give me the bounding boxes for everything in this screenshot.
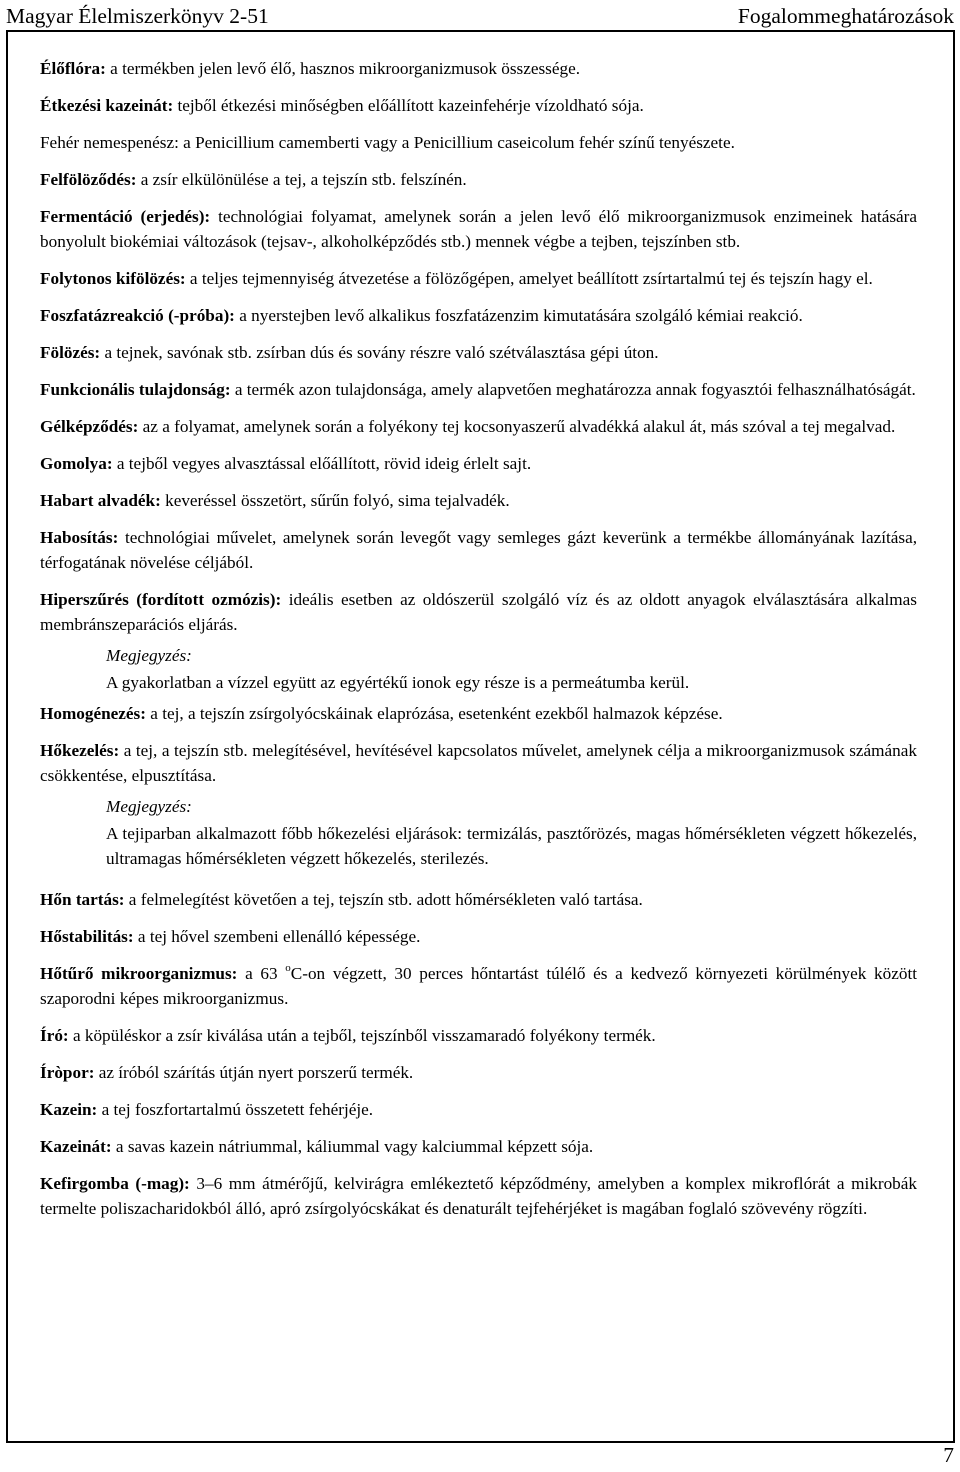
definition: technológiai folyamat, amelynek során a jelen levő élő mikroorganizmusok enzimeinek hatására bonyolult biokémiai változások (tejsav-, alkoholképződés stb.) mennek végbe a tejben, tejszínben stb. [40,207,918,251]
term: Homogénezés: [40,704,146,723]
definition-habart-alvadek [40,488,917,513]
term: Habosítás: [40,528,119,547]
definition: a teljes tejmennyiség átvezetése a fölözőgépen, amelyet beállított zsírtartalmú tej és tejszín hagy el. [185,269,873,288]
definition: a tej, a tejszín zsírgolyócskáinak elaprózása, esetenként ezekből halmazok képzése. [145,704,723,723]
definition: a tej hővel szembeni ellenálló képessége. [133,927,421,946]
definition: a felmelegítést követően a tej, tejszín stb. adott hőmérsékleten való tartása. [124,890,643,909]
term: Étkezési kazeinát: [40,96,174,115]
term: Író: [40,1026,69,1045]
term: Hőstabilitás: [40,927,134,946]
definition-hoturo-mikroorganizmus [40,961,917,1011]
definition-etkezesi-kazeinat [40,93,917,118]
definition-kazeinat [40,1134,917,1159]
term: Folytonos kifölözés: [40,269,186,288]
definition-hostabilitas [40,924,917,949]
term: Gomolya: [40,454,113,473]
definition: a nyerstejben levő alkalikus foszfatázenzim kimutatására szolgáló kémiai reakció. [234,306,803,325]
definition-part: C-on végzett, 30 perces hőntartást túlélő és a kedvező környezeti körülmények között szaporodni képes mikroorganizmus. [40,964,917,1008]
term: Hőkezelés: [40,741,120,760]
note-label: Megjegyzés: [106,797,192,816]
term: Funkcionális tulajdonság: [40,380,231,399]
definition: ideális esetben az oldószerül szolgáló víz és az oldott anyagok elválasztására alkalmas membránszeparációs eljárás. [40,590,917,634]
definition: az a folyamat, amelynek során a folyékony tej kocsonyaszerű alvadékká alakul át, más szóval a tej megalvad. [138,417,896,436]
definition: a tejből vegyes alvasztással előállított, rövid ideig érlelt sajt. [112,454,532,473]
term: Kazeinát: [40,1137,112,1156]
page-number: 7 [943,1443,954,1467]
definition-foszfatazreakcio [40,303,917,328]
term: Kazein: [40,1100,98,1119]
definition: a savas kazein nátriummal, káliummal vagy kalciummal képzett sója. [111,1137,594,1156]
definition-fermentacio [40,204,917,254]
definition-homogenezes [40,701,917,726]
degree-superscript: o [285,962,291,975]
definition: a tejnek, savónak stb. zsírban dús és sovány részre való szétválasztása gépi úton. [100,343,659,362]
definition: a tej foszfortartalmú összetett fehérjéje. [97,1100,374,1119]
definition: az íróból szárítás útján nyert porszerű termék. [94,1063,414,1082]
term: Élőflóra: [40,59,106,78]
definition-folozes [40,340,917,365]
definition: a termékben jelen levő élő, hasznos mikroorganizmusok összessége. [105,59,580,78]
definition-part: a 63 [237,964,286,983]
note-text: A gyakorlatban a vízzel együtt az egyértékű ionok egy része is a permeátumba kerül. [106,673,690,692]
definition: a zsír elkülönülése a tej, a tejszín stb. felszínén. [136,170,467,189]
document-title: Magyar Élelmiszerkönyv 2-51 [6,4,269,28]
section-title: Fogalommeghatározások [737,4,954,28]
term: Gélképződés: [40,417,139,436]
term: Felfölöződés: [40,170,137,189]
term: Fölözés: [40,343,101,362]
definition-iro [40,1023,917,1048]
term: Hőtűrő mikroorganizmus: [40,964,238,983]
term: Fermentáció (erjedés): [40,207,211,226]
page-header [6,2,954,30]
term: Hiperszűrés (fordított ozmózis): [40,590,282,609]
term: Foszfatázreakció (-próba): [40,306,235,325]
definition: Fehér nemespenész: a Penicillium camemberti vagy a Penicillium caseicolum fehér színű tenyészete. [40,133,735,152]
definition-gelkepzodes [40,414,917,439]
definition: technológiai művelet, amelynek során levegőt vagy semleges gázt keverünk a termékbe állományának lazítása, térfogatának növelése céljából. [40,528,917,572]
note-text: A tejiparban alkalmazott főbb hőkezelési eljárások: termizálás, pasztőrözés, magas hőmérsékleten végzett hőkezelés, ultramagas hőmérsékleten végzett hőkezelés, sterilezés. [106,824,917,868]
definition: keveréssel összetört, sűrűn folyó, sima tejalvadék. [160,491,510,510]
definition-hiperszures [40,587,917,637]
definition: tejből étkezési minőségben előállított kazeinfehérje vízoldható sója. [173,96,644,115]
definition-kefirgomba [40,1171,917,1221]
definition: a köpüléskor a zsír kiválása után a tejből, tejszínből visszamaradó folyékony termék. [68,1026,656,1045]
term: Habart alvadék: [40,491,161,510]
definition: 3–6 mm átmérőjű, kelvirágra emlékeztető képződmény, amelyben a komplex mikroflórát a mikrobák termelte poliszacharidokból álló, apró zsírgolyócskákat és denaturált tejfehérjéket is magában foglaló szövevény rögzíti. [40,1174,917,1218]
definition-kazein [40,1097,917,1122]
definition-folytonos-kifolozes [40,266,917,291]
definition-gomolya [40,451,917,476]
note-label: Megjegyzés: [106,646,192,665]
definition: a tej, a tejszín stb. melegítésével, hevítésével kapcsolatos művelet, amelynek célja a mikroorganizmusok számának csökkentése, elpusztítása. [40,741,917,785]
definition-felfolozodes [40,167,917,192]
definition-habositas [40,525,917,575]
definition-feher-nemespenesz [40,130,917,155]
definition-hokezeles [40,738,917,788]
term: Hőn tartás: [40,890,125,909]
definitions-list [40,56,917,1233]
term: Kefirgomba (-mag): [40,1174,190,1193]
definition-hon-tartas [40,887,917,912]
definition: a termék azon tulajdonsága, amely alapvetően meghatározza annak fogyasztói felhasználhatóságát. [230,380,916,399]
term: Íròpor: [40,1063,95,1082]
definition-iropor [40,1060,917,1085]
definition-funkcionalis-tulajdonsag [40,377,917,402]
definition-eloflora [40,56,917,81]
